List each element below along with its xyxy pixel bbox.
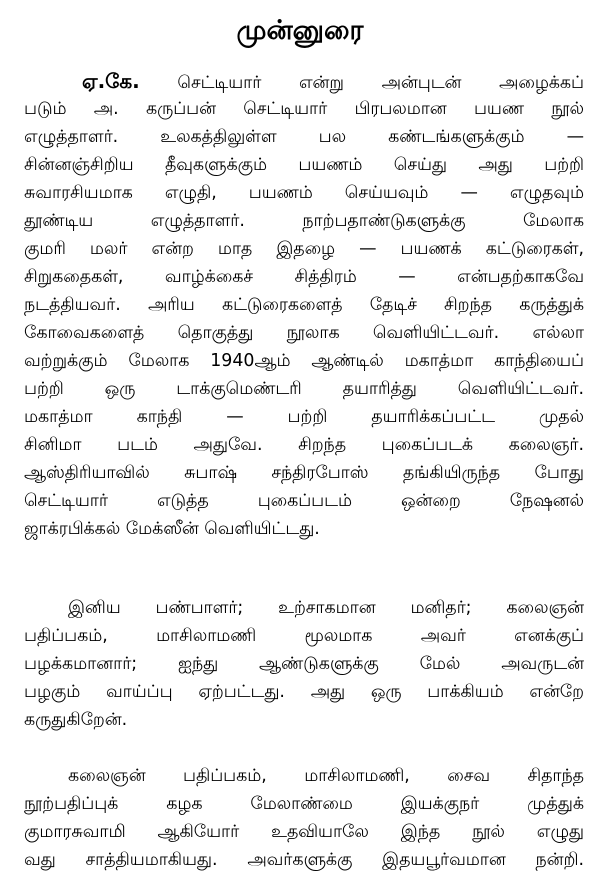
author-initials: ஏ.கே.	[82, 69, 140, 93]
paragraph-1	[24, 67, 584, 543]
paragraph-2-line-1: இனிய பண்பாளர்; உற்சாகமான மனிதர்; கலைஞன்	[68, 598, 584, 618]
paragraph-1-line-1	[24, 67, 584, 95]
paragraph-1-line-9: நடத்தியவர். அரிய கட்டுரைகளைத் தேடிச் சிறந்த கருத்துக்	[24, 295, 584, 315]
paragraph-2-line-5: கருதுகிறேன்.	[24, 710, 128, 730]
paragraph-1-line-16: செட்டியார் எடுத்த புகைப்படம் ஒன்றை நேஷனல்	[24, 491, 584, 511]
page-title: முன்னுரை	[236, 15, 364, 46]
paragraph-2	[24, 594, 584, 734]
paragraph-1-line-7: குமரி மலர் என்ற மாத இதழை — பயணக் கட்டுரைகள்,	[24, 239, 584, 259]
paragraph-2-line-3: பழக்கமானார்; ஐந்து ஆண்டுகளுக்கு மேல் அவருடன்	[24, 654, 584, 674]
paragraph-1-line-1-text: செட்டியார் என்று அன்புடன் அழைக்கப்	[177, 73, 584, 93]
paragraph-1-line-6: தூண்டிய எழுத்தாளர். நாற்பதாண்டுகளுக்கு மேலாக	[24, 211, 584, 231]
paragraph-1-line-5: சுவாரசியமாக எழுதி, பயணம் செய்யவும் — எழுதவும்	[24, 183, 584, 203]
paragraph-3-line-4: வது சாத்தியமாகியது. அவர்களுக்கு இதயபூர்வமான நன்றி.	[24, 850, 584, 870]
paragraph-3	[24, 762, 584, 874]
paragraph-1-line-8: சிறுகதைகள், வாழ்க்கைச் சித்திரம் — என்பதற்காகவே	[24, 267, 584, 287]
paragraph-3-line-3: குமாரசுவாமி ஆகியோர் உதவியாலே இந்த நூல் எழுது	[24, 822, 584, 842]
paragraph-1-line-4: சின்னஞ்சிறிய தீவுகளுக்கும் பயணம் செய்து அது பற்றி	[24, 155, 584, 175]
paragraph-1-line-15: ஆஸ்திரியாவில் சுபாஷ் சந்திரபோஸ் தங்கியிருந்த போது	[24, 463, 584, 483]
paragraph-1-line-10: கோவைகளைத் தொகுத்து நூலாக வெளியிட்டவர். எல்லா	[24, 323, 584, 343]
paragraph-2-line-4: பழகும் வாய்ப்பு ஏற்பட்டது. அது ஒரு பாக்கியம் என்றே	[24, 682, 584, 702]
paragraph-1-line-11: வற்றுக்கும் மேலாக 1940ஆம் ஆண்டில் மகாத்மா காந்தியைப்	[24, 351, 584, 371]
paragraph-3-line-2: நூற்பதிப்புக் கழக மேலாண்மை இயக்குநர் முத்துக்	[24, 794, 584, 814]
paragraph-1-line-3: எழுத்தாளர். உலகத்திலுள்ள பல கண்டங்களுக்கும் —	[24, 127, 584, 147]
paragraph-3-line-1: கலைஞன் பதிப்பகம், மாசிலாமணி, சைவ சிதாந்த	[68, 766, 584, 786]
paragraph-1-line-12: பற்றி ஒரு டாக்குமெண்டரி தயாரித்து வெளியிட்டவர்.	[24, 379, 584, 399]
paragraph-1-line-14: சினிமா படம் அதுவே. சிறந்த புகைப்படக் கலைஞர்.	[24, 435, 584, 455]
paragraph-1-line-2: படும் அ. கருப்பன் செட்டியார் பிரபலமான பயண நூல்	[24, 99, 584, 119]
paragraph-2-line-2: பதிப்பகம், மாசிலாமணி மூலமாக அவர் எனக்குப்	[24, 626, 584, 646]
paragraph-1-line-13: மகாத்மா காந்தி — பற்றி தயாரிக்கப்பட்ட முதல்	[24, 407, 584, 427]
paragraph-1-line-17: ஜாக்ரபிக்கல் மேக்ஸீன் வெளியிட்டது.	[24, 519, 320, 539]
